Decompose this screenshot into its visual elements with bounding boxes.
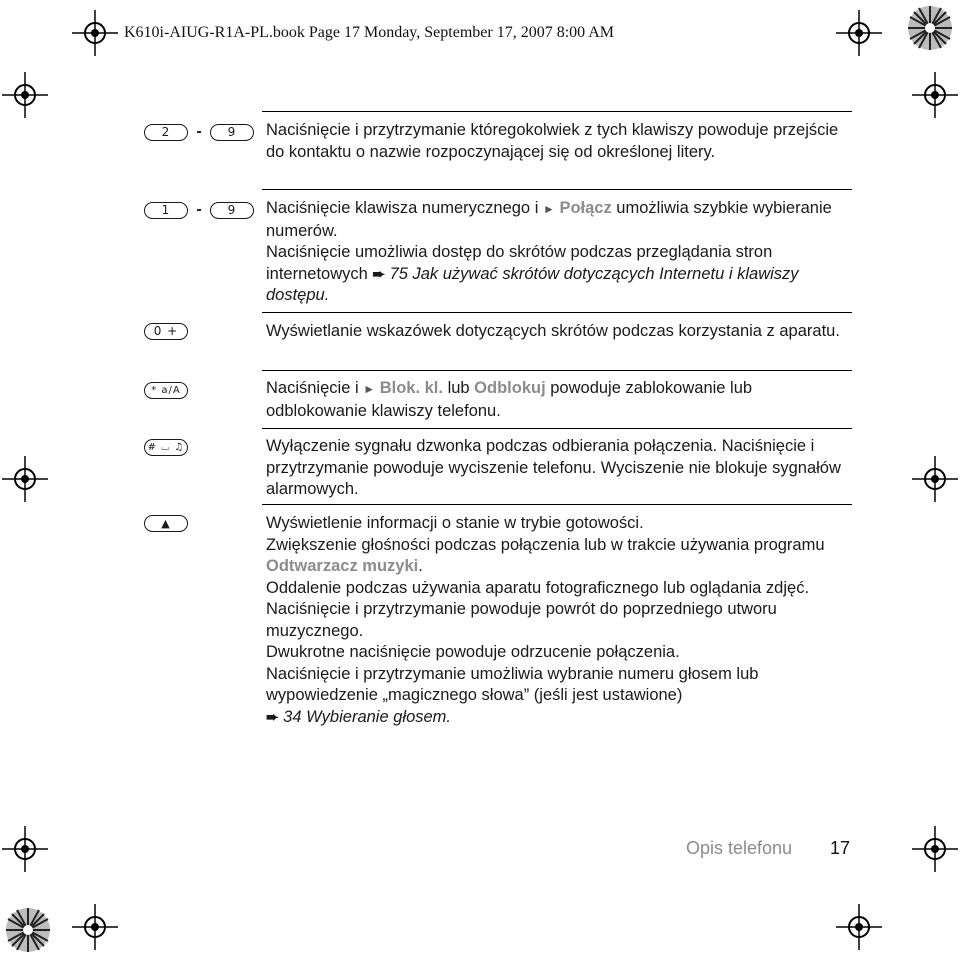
registration-mark-bottom-left <box>72 904 118 950</box>
description-text <box>266 378 856 422</box>
registration-mark-right-lower <box>912 826 958 872</box>
paragraph: Dwukrotne naciśnięcie powoduje odrzucenie połączenia. <box>266 643 680 661</box>
key-1-icon: 1 <box>144 202 188 219</box>
key-hash-icon: # ⌴ ♫ <box>144 439 188 456</box>
menu-item-blok-kl: Blok. kl. <box>379 379 443 397</box>
text-segment: lub <box>442 379 475 397</box>
cross-reference: 34 Wybieranie głosem. <box>283 707 451 726</box>
description-text: Naciśnięcie i przytrzymanie któregokolwiek z tych klawiszy powoduje przejście do kontaktu o nazwie rozpoczynającej się od określonej litery. <box>266 121 839 161</box>
section-divider <box>262 111 852 112</box>
paragraph: Oddalenie podczas używania aparatu fotograficznego lub oglądania zdjęć. <box>266 578 810 597</box>
book-page-header: K610i-AIUG-R1A-PL.book Page 17 Monday, September 17, 2007 8:00 AM <box>124 24 615 41</box>
description-text: Wyłączenie sygnału dzwonka podczas odbierania połączenia. Naciśnięcie i przytrzymanie powoduje wyciszenie telefonu. Wyciszenie nie blokuje sygnałów alarmowych. <box>266 437 841 498</box>
range-dash: - <box>196 201 202 218</box>
paragraph: Naciśnięcie i przytrzymanie powoduje powrót do poprzedniego utworu muzycznego. <box>266 600 777 640</box>
menu-item-odtwarzacz-muzyki: Odtwarzacz muzyki <box>266 557 419 575</box>
play-arrow-icon: ► <box>363 382 376 396</box>
paragraph <box>266 707 856 729</box>
key-9-icon: 9 <box>210 202 254 219</box>
paragraph: Naciśnięcie i przytrzymanie umożliwia wybranie numeru głosem lub wypowiedzenie „magicznego słowa” (jeśli jest ustawione) <box>266 664 759 704</box>
play-arrow-icon: ► <box>542 202 555 216</box>
paragraph <box>266 535 856 578</box>
registration-mark-top-right <box>836 10 882 56</box>
text-segment: powoduje zablokowanie lub odblokowanie klawiszy telefonu. <box>266 379 753 420</box>
registration-mark-right-middle <box>912 456 958 502</box>
volume-key-icon: ▲ <box>144 515 188 532</box>
section-divider <box>262 189 852 190</box>
section-divider <box>262 504 852 505</box>
reference-arrow-icon: ➨ <box>372 265 385 283</box>
registration-mark-top-left <box>72 10 118 56</box>
description-text <box>266 198 856 307</box>
key-2-icon: 2 <box>144 124 188 141</box>
text-segment: Zwiększenie głośności podczas połączenia lub w trakcie używania programu <box>266 535 825 554</box>
registration-mark-left-lower <box>2 826 48 872</box>
starburst-mark-top-right <box>906 4 954 52</box>
registration-mark-left-middle <box>2 456 48 502</box>
registration-mark-bottom-right <box>836 904 882 950</box>
cross-reference: 75 Jak używać skrótów dotyczących Internetu i klawiszy dostępu. <box>266 264 799 304</box>
key-volume <box>144 514 188 532</box>
key-range-1-9 <box>144 201 254 219</box>
text-segment: . <box>418 557 423 575</box>
paragraph: Wyświetlenie informacji o stanie w trybie gotowości. <box>266 514 644 532</box>
text-segment: Naciśnięcie umożliwia dostęp do skrótów podczas przeglądania stron internetowych <box>266 243 773 283</box>
key-star <box>144 381 188 399</box>
range-dash: - <box>196 123 202 140</box>
page-number: 17 <box>830 838 851 858</box>
key-range-2-9 <box>144 123 254 141</box>
text-segment: umożliwia szybkie wybieranie numerów. <box>266 199 832 240</box>
key-hash <box>144 438 188 456</box>
key-star-icon: * a/A <box>144 382 188 399</box>
registration-mark-right-upper <box>912 72 958 118</box>
registration-mark-left-upper <box>2 72 48 118</box>
text-segment: Naciśnięcie klawisza numerycznego i <box>266 199 543 217</box>
description-text <box>266 513 856 728</box>
description-text: Wyświetlanie wskazówek dotyczących skrótów podczas korzystania z aparatu. <box>266 322 840 340</box>
key-0-plus <box>144 322 188 340</box>
text-segment: Naciśnięcie i <box>266 379 364 397</box>
section-divider <box>262 370 852 371</box>
key-9-icon: 9 <box>210 124 254 141</box>
menu-item-odblokuj: Odblokuj <box>474 379 546 397</box>
reference-arrow-icon: ➨ <box>266 708 279 726</box>
key-0-plus-icon: 0 + <box>144 323 188 340</box>
section-divider <box>262 428 852 429</box>
section-footer-label: Opis telefonu <box>686 838 793 858</box>
section-divider <box>262 312 852 313</box>
starburst-mark-bottom-left <box>4 906 52 954</box>
menu-item-polacz: Połącz <box>559 199 612 217</box>
